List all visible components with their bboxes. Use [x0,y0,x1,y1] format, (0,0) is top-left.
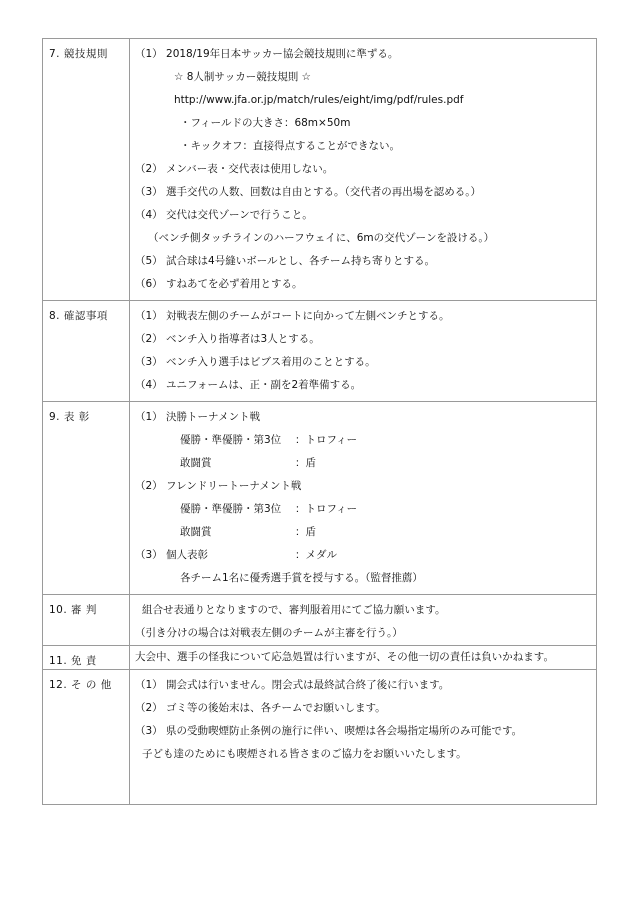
award-category: （2） フレンドリートーナメント戦 [135,480,302,492]
award-prize: ：盾 [295,457,316,469]
rule-line: 組合せ表通りとなりますので、審判服着用にてご協力願います。 [142,604,446,616]
rule-line: （6） すねあてを必ず着用とする。 [135,278,303,290]
section-referee [43,595,597,646]
section-body-cell [130,595,597,646]
award-name: 優勝・準優勝・第3位 [180,434,282,446]
award-note: 各チーム1名に優秀選手賞を授与する。（監督推薦） [180,572,423,584]
rule-line: （3） 選手交代の人数、回数は自由とする。（交代者の再出場を認める。） [135,186,482,198]
rule-link[interactable]: http://www.jfa.or.jp/match/rules/eight/img/pdf/rules.pdf [174,94,464,106]
section-heading-cell [43,301,130,402]
section-rules [43,39,597,301]
section-heading-cell [43,402,130,595]
rule-line: （1） 2018/19年日本サッカー協会競技規則に準ずる。 [135,48,399,60]
section-heading-cell [43,646,130,670]
section-heading-cell [43,39,130,301]
section-heading: 10. 審 判 [49,604,97,616]
section-body-cell [130,301,597,402]
section-body-cell [130,670,597,805]
rule-note: 子ども達のためにも喫煙される皆さまのご協力をお願いいたします。 [142,748,467,760]
rule-line: ・フィールドの大きさ：68m×50m [180,117,351,129]
section-disclaimer [43,646,597,670]
rule-line: （1） 開会式は行いません。閉会式は最終試合終了後に行います。 [135,679,450,691]
award-row [130,544,596,567]
section-heading: 8. 確認事項 [49,310,108,322]
award-name: 敢闘賞 [180,457,212,469]
rule-line: （4） ユニフォームは、正・副を2着準備する。 [135,379,362,391]
rule-subheading: ☆ 8人制サッカー競技規則 ☆ [174,71,311,83]
award-category: （3） 個人表彰 [135,549,209,561]
rule-line: （5） 試合球は4号縫いボールとし、各チーム持ち寄りとする。 [135,255,435,267]
rule-line: （1） 対戦表左側のチームがコートに向かって左側ベンチとする。 [135,310,450,322]
section-heading: 12. そ の 他 [49,679,112,691]
award-prize: ：メダル [295,549,337,561]
award-name: 優勝・準優勝・第3位 [180,503,282,515]
rule-note: （ベンチ側タッチラインのハーフウェイに、6mの交代ゾーンを設ける。） [148,232,495,244]
award-name: 敢闘賞 [180,526,212,538]
award-row [130,452,596,475]
award-prize: ：トロフィー [295,434,358,446]
section-other [43,670,597,805]
award-category: （1） 決勝トーナメント戦 [135,411,261,423]
award-row [130,521,596,544]
section-heading-cell [43,670,130,805]
rule-line: （3） 県の受動喫煙防止条例の施行に伴い、喫煙は各会場指定場所のみ可能です。 [135,725,523,737]
section-body-cell [130,646,597,670]
award-row [130,429,596,452]
rule-line: （4） 交代は交代ゾーンで行うこと。 [135,209,313,221]
rule-line: （2） ベンチ入り指導者は3人とする。 [135,333,320,345]
section-heading-cell [43,595,130,646]
section-heading: 7. 競技規則 [49,48,108,60]
rule-line: （2） メンバー表・交代表は使用しない。 [135,163,334,175]
award-prize: ：盾 [295,526,316,538]
rule-line: （3） ベンチ入り選手はビブス着用のこととする。 [135,356,376,368]
rules-table [42,38,597,805]
rule-line: ・キックオフ：直接得点することができない。 [180,140,400,152]
section-awards [43,402,597,595]
award-prize: ：トロフィー [295,503,358,515]
section-body-cell [130,39,597,301]
rule-line: （2） ゴミ等の後始末は、各チームでお願いします。 [135,702,386,714]
award-row [130,498,596,521]
section-confirmation [43,301,597,402]
rule-note: （引き分けの場合は対戦表左側のチームが主審を行う。） [135,627,403,639]
rule-line: 大会中、選手の怪我について応急処置は行いますが、その他一切の責任は負いかねます。 [135,651,554,663]
section-heading: 9. 表 彰 [49,411,90,423]
section-heading: 11. 免 責 [49,655,97,667]
section-body-cell [130,402,597,595]
